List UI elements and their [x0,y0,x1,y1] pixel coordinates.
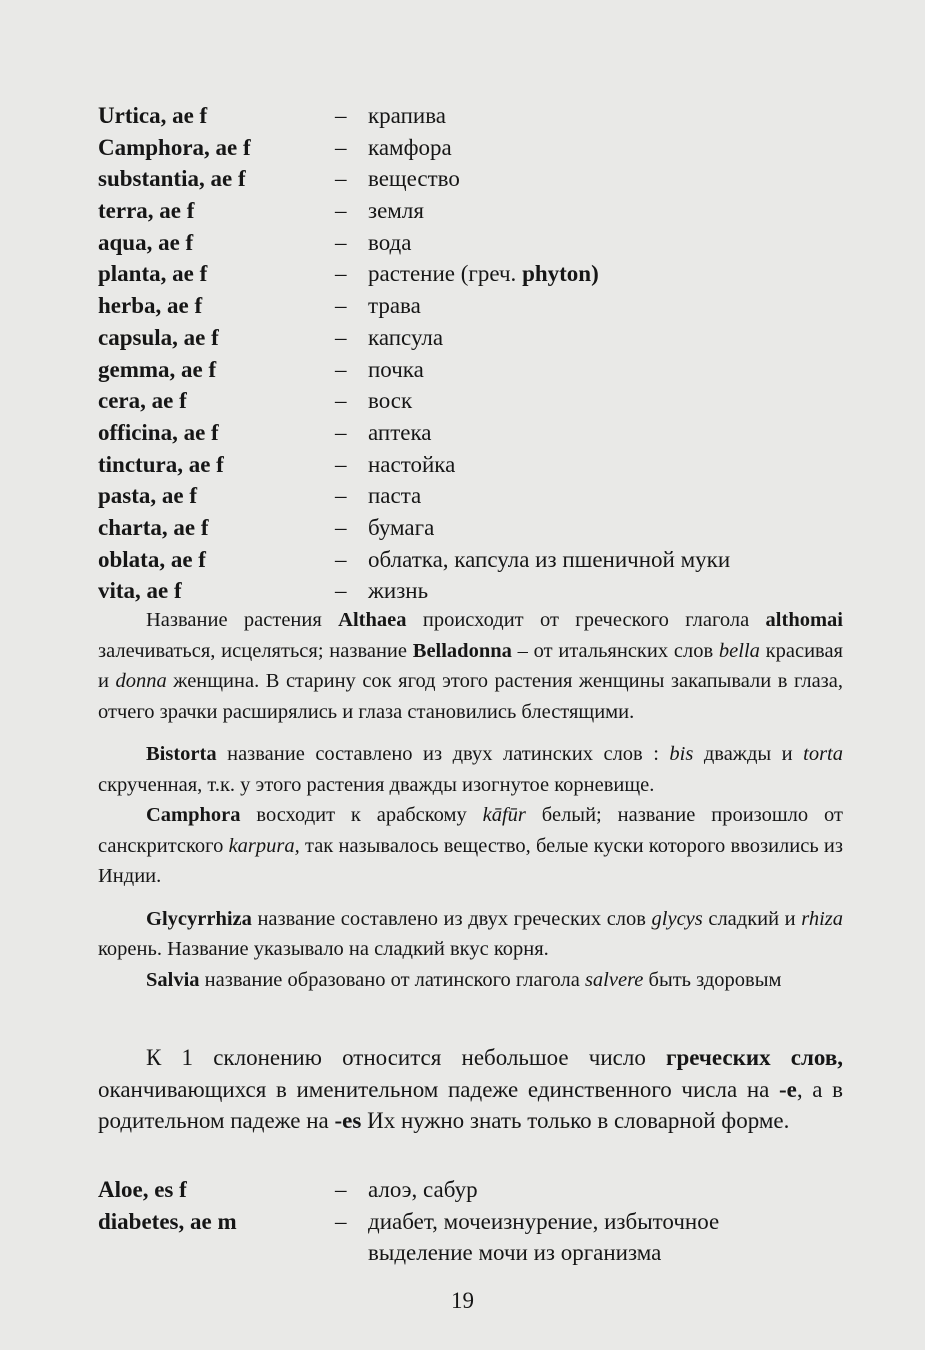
latin-term: Urtica, ae f [98,103,208,128]
russian-translation [368,449,455,481]
translation-text: вещество [368,166,460,192]
greek-vocabulary-list [98,1174,858,1269]
translation-text: почка [368,356,424,382]
greek-words-text: К 1 склонению относится небольшое число греческих слов, оканчивающихся в именительном падеже единственного числа на -e, а в родительном падеже на -es Их нужно знать только в словарной форме. [98,1045,843,1133]
latin-term: aqua, ae f [98,229,194,255]
translation-text: облатка, капсула из пшеничной муки [368,546,731,572]
vocab-row [98,1174,858,1206]
latin-term: oblata, ae f [98,546,206,572]
russian-translation [368,100,446,132]
translation-text: бумага [368,514,435,540]
dash-separator: – [335,229,347,255]
russian-translation [368,354,424,386]
russian-translation [368,385,412,417]
vocab-row [98,290,858,322]
vocab-row [98,258,858,290]
dash-separator: – [335,134,347,160]
note-glycyrrhiza: Glycyrrhiza название составлено из двух греческих слов glycys сладкий и rhiza корень. Название указывало на сладкий вкус корня. [98,907,843,960]
russian-translation [368,258,599,290]
dash-separator: – [335,356,347,382]
translation-text: трава [368,293,421,319]
translation-text: растение (греч. [368,261,517,287]
note-camphora: Camphora восходит к арабскому kāfūr белый; название произошло от санскритского karpura, так называлось вещество, белые куски которого ввозились из Индии. [98,804,843,887]
dash-separator: – [335,388,347,414]
translation-text: жизнь [368,578,429,604]
note-bistorta: Bistorta название составлено из двух латинских слов : bis дважды и torta скрученная, т.к. у этого растения дважды изогнутое корневище. [98,743,843,796]
latin-term: substantia, ae f [98,166,246,192]
latin-term: Camphora, ae f [98,134,251,160]
latin-term [98,1174,187,1206]
latin-ending: , es f [142,1177,187,1202]
latin-term: tinctura, ae f [98,451,224,477]
russian-translation [368,132,452,164]
latin-term: gemma, ae f [98,356,217,382]
etymology-notes [98,605,843,995]
vocab-row [98,322,858,354]
latin-term: herba, ae f [98,293,203,319]
vocab-row [98,449,858,481]
russian-translation [368,163,460,195]
dash-separator: – [335,451,347,477]
vocabulary-list [98,100,858,607]
vocab-row [98,480,858,512]
dash-separator: – [335,514,347,540]
translation-text: воск [368,388,413,414]
latin-term: terra, ae f [98,198,195,224]
vocab-row [98,132,858,164]
dash-separator: – [335,1177,347,1202]
translation-text: вода [368,229,412,255]
russian-translation: диабет, мочеизнурение, избыточное выделение мочи из организма [368,1208,720,1265]
vocab-row [98,544,858,576]
translation-text: настойка [368,451,456,477]
vocab-row [98,227,858,259]
dash-separator: – [335,419,347,445]
greek-term: phyton) [522,261,599,287]
latin-term: officina, ae f [98,419,219,445]
dash-separator: – [335,166,347,192]
dash-separator: – [335,261,347,287]
note-salvia: Salvia название образовано от латинского глагола salvere быть здоровым [146,968,782,991]
translation-text: земля [368,198,424,224]
latin-term: charta, ae f [98,514,209,540]
latin-term [98,1206,237,1238]
vocab-row [98,354,858,386]
note-althaea: Название растения Althaea происходит от греческого глагола althomai залечиваться, исцеляться; название Belladonna – от итальянских слов bella красивая и donna женщина. В старину сок ягод этого растения женщины закапывали в глаза, отчего зрачки расширялись и глаза становились блестящими. [98,609,843,723]
russian-translation [368,417,432,449]
latin-term: pasta, ae f [98,483,198,509]
dash-separator: – [335,483,347,509]
latin-ending: , ae m [178,1208,237,1234]
russian-translation [368,195,424,227]
dash-separator: – [335,546,347,572]
russian-translation [368,227,411,259]
vocab-row [98,195,858,227]
vocab-row [98,417,858,449]
latin-word: Aloe [98,1177,143,1202]
vocab-row [98,512,858,544]
latin-term: cera, ae f [98,388,187,414]
dash-separator: – [335,293,347,319]
vocab-row [98,100,858,132]
translation-text: крапива [368,103,446,128]
russian-translation [368,290,421,322]
translation-text: капсула [368,324,444,350]
russian-translation [368,544,730,576]
greek-words-paragraph [98,1042,843,1137]
vocab-row [98,163,858,195]
dash-separator: – [335,1208,347,1234]
dash-separator: – [335,103,347,128]
russian-translation [368,512,434,544]
latin-term: capsula, ae f [98,324,219,350]
russian-translation [368,480,421,512]
dash-separator: – [335,324,347,350]
dash-separator: – [335,578,347,604]
dash-separator: – [335,198,347,224]
latin-term: vita, ae f [98,578,182,604]
vocab-row [98,1206,858,1269]
russian-translation: алоэ, сабур [368,1177,478,1202]
page-number: 19 [451,1288,474,1313]
russian-translation [368,322,443,354]
translation-text: камфора [368,134,452,160]
translation-text: паста [368,483,422,509]
latin-term: planta, ae f [98,261,208,287]
vocab-row [98,575,858,607]
latin-word: diabetes [98,1208,179,1234]
translation-text: аптека [368,419,432,445]
russian-translation [368,575,428,607]
vocab-row [98,385,858,417]
